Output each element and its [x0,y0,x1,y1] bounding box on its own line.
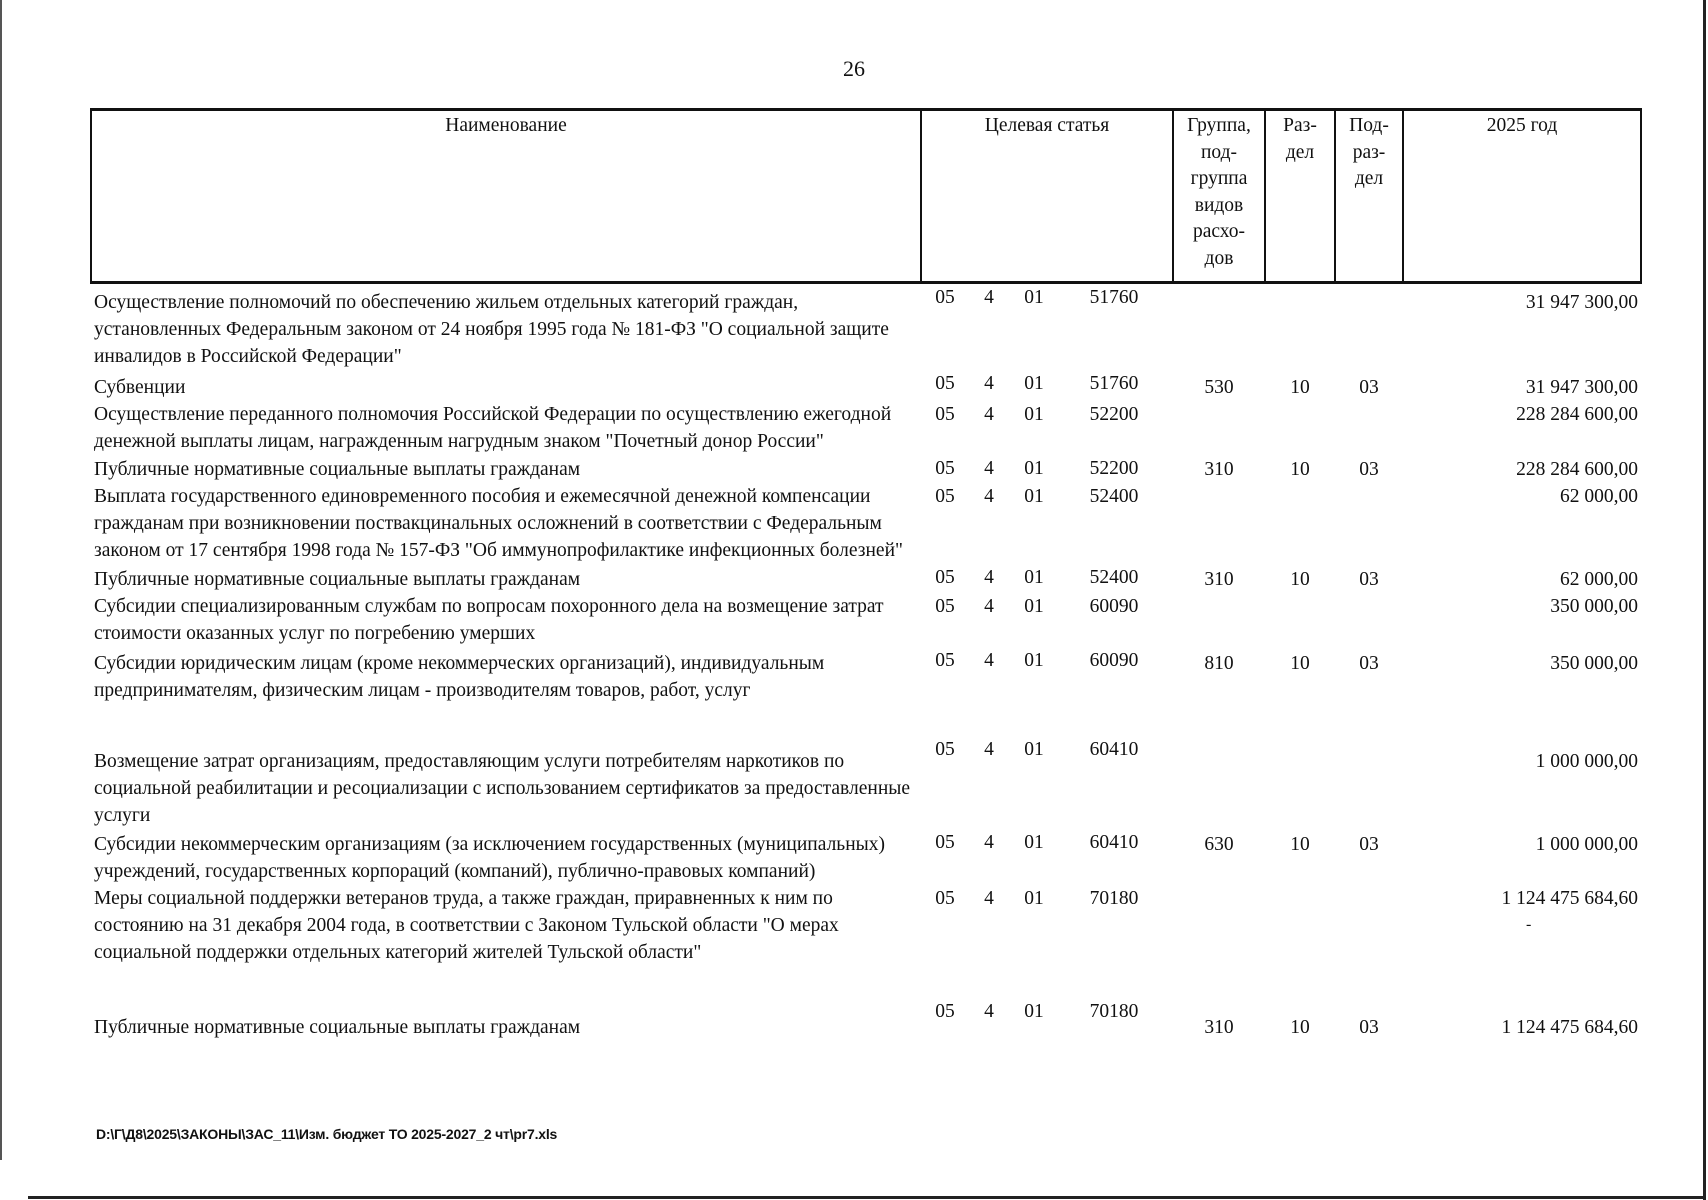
row-subsection: 03 [1359,834,1379,855]
target-type: 4 [984,596,994,617]
target-subprogram: 01 [1024,458,1044,479]
target-type: 4 [984,832,994,853]
row-section [1265,593,1335,647]
target-type: 4 [984,287,994,308]
target-program: 05 [935,1001,955,1022]
row-target-article [921,564,1173,593]
table-row [91,647,1641,704]
target-direction: 51760 [1089,287,1139,308]
row-expense-group [1173,283,1265,371]
table-row [91,401,1641,455]
row-name: Выплата государственного единовременного пособия и ежемесячной денежной компенсации гражданам при возникновении поствакцинальных осложнений в соответствии с Федеральным законом от 17 сентября 1998 года № 157-ФЗ "Об иммунопрофилактике инфекционных болезней" [94,486,903,561]
row-expense-group [1173,401,1265,455]
header-subsection: Под- раз- дел [1335,110,1403,283]
row-subsection [1335,736,1403,829]
row-expense-group [1173,885,1265,966]
row-name: Субвенции [94,377,186,398]
row-amount: 31 947 300,00 [1525,377,1638,398]
row-target-article [921,998,1173,1041]
frame-top-edge [0,0,1708,4]
target-type: 4 [984,567,994,588]
footer-file-path: D:\Г\Д8\2025\ЗАКОНЫ\ЗАС_11\Изм. бюджет ТО 2025-2027_2 чт\pr7.xls [96,1126,558,1142]
row-expense-group: 810 [1204,653,1234,674]
row-subsection [1335,483,1403,564]
row-amount: 350 000,00 [1550,653,1638,674]
row-spacer [91,704,1641,736]
row-target-article [921,647,1173,704]
target-program: 05 [935,650,955,671]
row-name: Возмещение затрат организациям, предоставляющим услуги потребителям наркотиков по социальной реабилитации и ресоциализации с использованием сертификатов за предоставленные услуги [94,751,911,826]
header-year: 2025 год [1403,110,1641,283]
row-section: 10 [1290,1017,1310,1038]
row-section [1265,483,1335,564]
table-row [91,455,1641,483]
row-subsection [1335,593,1403,647]
target-subprogram: 01 [1024,287,1044,308]
target-direction: 70180 [1089,888,1139,909]
row-subsection: 03 [1359,377,1379,398]
target-subprogram: 01 [1024,650,1044,671]
frame-right-edge [1703,0,1706,1200]
table-header-row [91,110,1641,283]
row-section: 10 [1290,459,1310,480]
table-row [91,885,1641,966]
target-type: 4 [984,404,994,425]
target-direction: 52400 [1089,486,1139,507]
row-expense-group: 630 [1204,834,1234,855]
header-name: Наименование [91,110,921,283]
header-expense-group: Группа, под- группа видов расхо- дов [1173,110,1265,283]
target-program: 05 [935,567,955,588]
target-subprogram: 01 [1024,1001,1044,1022]
target-type: 4 [984,373,994,394]
table-row [91,998,1641,1041]
row-amount: 1 124 475 684,60 [1501,888,1638,909]
table-row [91,483,1641,564]
row-section [1265,283,1335,371]
row-amount: 1 000 000,00 [1535,751,1638,772]
header-target-article: Целевая статья [921,110,1173,283]
row-target-article [921,483,1173,564]
target-subprogram: 01 [1024,832,1044,853]
row-amount: 31 947 300,00 [1525,292,1638,313]
row-name: Субсидии юридическим лицам (кроме некоммерческих организаций), индивидуальным предпринимателям, физическим лицам - производителям товаров, работ, услуг [94,653,825,701]
row-spacer [91,966,1641,998]
table-row [91,283,1641,371]
target-direction: 70180 [1089,1001,1139,1022]
target-type: 4 [984,888,994,909]
budget-table [90,108,1642,1041]
target-program: 05 [935,373,955,394]
header-section: Раз- дел [1265,110,1335,283]
row-amount: 62 000,00 [1560,569,1638,590]
row-target-article [921,370,1173,401]
target-direction: 52400 [1089,567,1139,588]
target-direction: 60410 [1089,832,1139,853]
row-amount: 62 000,00 [1560,486,1638,507]
row-section: 10 [1290,653,1310,674]
table-row [91,736,1641,829]
row-name: Осуществление полномочий по обеспечению жильем отдельных категорий граждан, установленных Федеральным законом от 24 ноября 1995 года № 181-ФЗ "О социальной защите инвалидов в Российской Федерации" [94,292,889,367]
target-direction: 52200 [1089,458,1139,479]
target-program: 05 [935,832,955,853]
row-target-article [921,885,1173,966]
row-name: Субсидии некоммерческим организациям (за исключением государственных (муниципальных) учреждений, государственных корпораций (компаний), публично-правовых компаний) [94,834,885,882]
target-subprogram: 01 [1024,739,1044,760]
row-name: Публичные нормативные социальные выплаты гражданам [94,569,581,590]
frame-left-edge [0,0,2,1160]
target-program: 05 [935,596,955,617]
target-program: 05 [935,739,955,760]
row-expense-group: 310 [1204,459,1234,480]
row-section [1265,885,1335,966]
target-program: 05 [935,404,955,425]
target-program: 05 [935,287,955,308]
stray-mark: - [1526,916,1532,933]
row-amount: 228 284 600,00 [1516,404,1638,425]
row-target-article [921,736,1173,829]
row-expense-group: 310 [1204,569,1234,590]
target-subprogram: 01 [1024,596,1044,617]
row-amount: 350 000,00 [1550,596,1638,617]
target-direction: 60090 [1089,596,1139,617]
table-row [91,370,1641,401]
row-name: Публичные нормативные социальные выплаты гражданам [94,1017,581,1038]
row-subsection: 03 [1359,1017,1379,1038]
row-target-article [921,283,1173,371]
row-amount: 1 124 475 684,60 [1501,1017,1638,1038]
row-subsection: 03 [1359,653,1379,674]
target-program: 05 [935,888,955,909]
page-number: 26 [843,56,865,81]
row-subsection: 03 [1359,459,1379,480]
target-program: 05 [935,486,955,507]
row-expense-group: 310 [1204,1017,1234,1038]
row-expense-group: 530 [1204,377,1234,398]
target-subprogram: 01 [1024,373,1044,394]
target-subprogram: 01 [1024,888,1044,909]
row-expense-group [1173,736,1265,829]
row-target-article [921,401,1173,455]
target-direction: 52200 [1089,404,1139,425]
row-section: 10 [1290,834,1310,855]
row-section [1265,401,1335,455]
target-type: 4 [984,1001,994,1022]
target-type: 4 [984,458,994,479]
target-direction: 60090 [1089,650,1139,671]
target-direction: 51760 [1089,373,1139,394]
table-row [91,564,1641,593]
row-name: Публичные нормативные социальные выплаты гражданам [94,459,581,480]
row-amount: 1 000 000,00 [1535,834,1638,855]
row-subsection [1335,885,1403,966]
table-row [91,829,1641,885]
target-type: 4 [984,650,994,671]
row-name: Меры социальной поддержки ветеранов труда, а также граждан, приравненных к ним по состоянию на 31 декабря 2004 года, в соответствии с Законом Тульской области "О мерах социальной поддержки отдельных категорий жителей Тульской области" [94,888,839,963]
target-subprogram: 01 [1024,486,1044,507]
row-subsection: 03 [1359,569,1379,590]
row-target-article [921,829,1173,885]
row-amount: 228 284 600,00 [1516,459,1638,480]
target-direction: 60410 [1089,739,1139,760]
row-section [1265,736,1335,829]
row-section: 10 [1290,377,1310,398]
row-name: Осуществление переданного полномочия Российской Федерации по осуществлению ежегодной денежной выплаты лицам, награжденным нагрудным знаком "Почетный донор России" [94,404,892,452]
target-type: 4 [984,739,994,760]
target-subprogram: 01 [1024,404,1044,425]
row-target-article [921,455,1173,483]
row-expense-group [1173,593,1265,647]
target-program: 05 [935,458,955,479]
frame-bottom-edge [28,1196,1706,1199]
row-target-article [921,593,1173,647]
row-section: 10 [1290,569,1310,590]
row-name: Субсидии специализированным службам по вопросам похоронного дела на возмещение затрат стоимости оказанных услуг по погребению умерших [94,596,884,644]
row-subsection [1335,401,1403,455]
row-expense-group [1173,483,1265,564]
target-type: 4 [984,486,994,507]
target-subprogram: 01 [1024,567,1044,588]
row-subsection [1335,283,1403,371]
table-row [91,593,1641,647]
